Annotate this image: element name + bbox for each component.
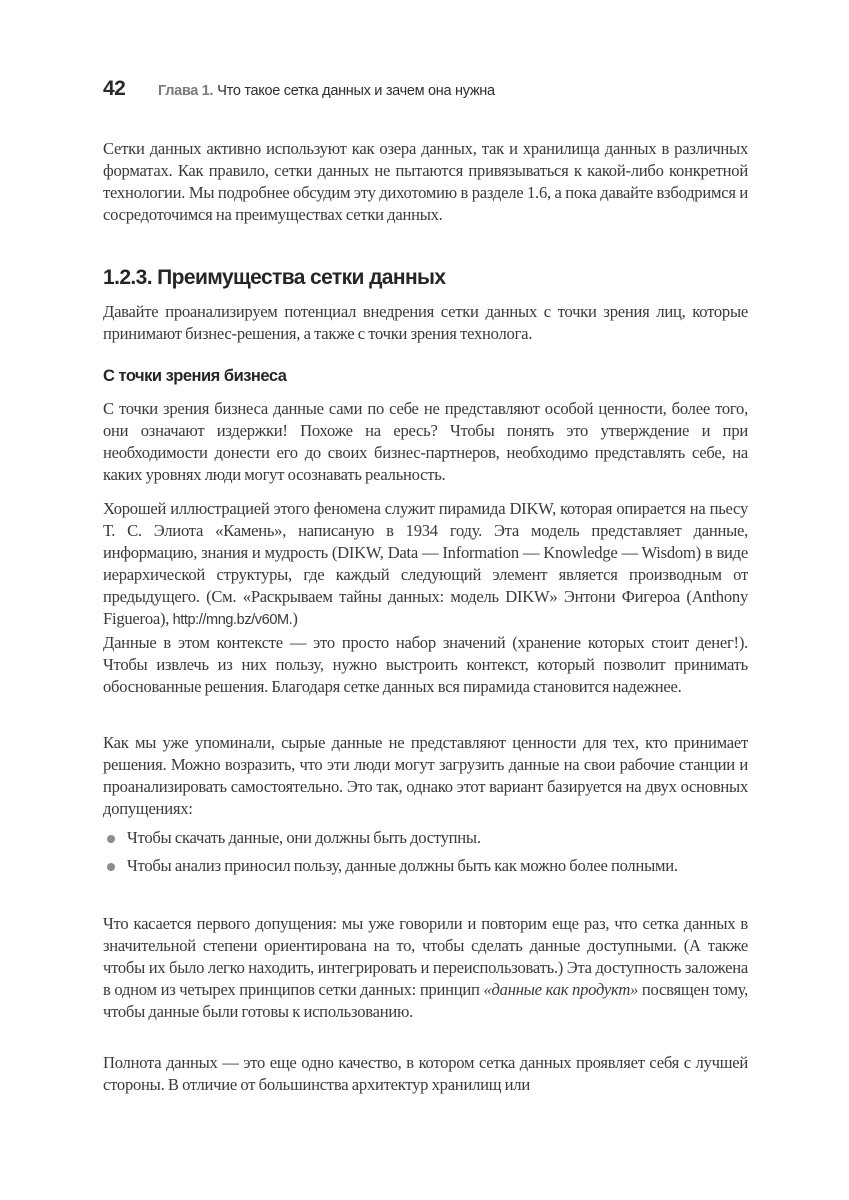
dikw-paragraph-close: ) <box>292 609 298 628</box>
section-lead-paragraph: Давайте проанализируем потенциал внедрения сетки данных с точки зрения лиц, которые принимают бизнес-решения, а также с точки зрения технолога. <box>103 302 748 343</box>
dikw-reference-link[interactable]: http://mng.bz/v60M. <box>172 612 293 628</box>
page-number: 42 <box>103 77 126 100</box>
dikw-paragraph <box>103 498 748 631</box>
list-item-text: Чтобы скачать данные, они должны быть доступны. <box>127 828 481 847</box>
data-as-product-term: «данные как продукт» <box>483 980 639 999</box>
business-paragraph-1: С точки зрения бизнеса данные сами по себе не представляют особой ценности, более того, они означают издержки! Похоже на ересь? Чтобы понять это утверждение и при необходимости донести его до своих бизнес-партнеров, необходимо представлять себе, на каких уровнях люди могут осознавать реальность. <box>103 399 748 484</box>
section-title: 1.2.3. Преимущества сетки данных <box>103 266 446 289</box>
subsection-title: С точки зрения бизнеса <box>103 367 287 385</box>
dikw-paragraph-text: Хорошей иллюстрацией этого феномена служит пирамида DIKW, которая опирается на пьесу Т. С. Элиота «Камень», написаную в 1934 году. Эта модель представляет данные, информацию, знания и мудрость (DIKW, Data — Information — Knowledge — Wisdom) в виде иерархической структуры, где каждый следующий элемент является производным от предыдущего. (См. «Раскрываем тайны данных: модель DIKW» Энтони Фигероа (Anthony Figueroa), <box>103 499 748 628</box>
list-item <box>103 827 748 849</box>
chapter-label: Глава 1. <box>158 83 214 99</box>
accessibility-paragraph <box>103 913 748 1023</box>
accessibility-text-before: Что касается первого допущения: мы уже говорили и повторим еще раз, что сетка данных в значительной степени ориентирована на то, чтобы сделать данные доступными. (А также чтобы их было легко находить, интегрировать и переиспользовать.) Эта доступность заложена в одном из четырех принципов сетки данных: принцип <box>103 914 748 999</box>
bullet-icon <box>107 863 115 871</box>
list-item-text: Чтобы анализ приносил пользу, данные должны быть как можно более полными. <box>127 856 678 875</box>
raw-data-paragraph: Как мы уже упоминали, сырые данные не представляют ценности для тех, кто принимает решения. Можно возразить, что эти люди могут загрузить данные на свои рабочие станции и проанализировать самостоятельно. Это так, однако этот вариант базируется на двух основных допущениях: <box>103 733 748 818</box>
chapter-title: Что такое сетка данных и зачем она нужна <box>217 83 495 99</box>
running-head <box>103 77 495 107</box>
assumptions-list <box>103 827 748 883</box>
accessibility-text-after: посвящен тому, чтобы данные были готовы к использованию. <box>103 980 748 1021</box>
intro-paragraph: Сетки данных активно используют как озера данных, так и хранилища данных в различных форматах. Как правило, сетки данных не пытаются привязываться к какой-либо конкретной технологии. Мы подробнее обсудим эту дихотомию в разделе 1.6, а пока давайте взбодримся и сосредоточимся на преимуществах сетки данных. <box>103 139 748 224</box>
list-item <box>103 855 748 877</box>
bullet-icon <box>107 835 115 843</box>
completeness-paragraph: Полнота данных — это еще одно качество, в котором сетка данных проявляет себя с лучшей стороны. В отличие от большинства архитектур хранилищ или <box>103 1053 748 1094</box>
context-paragraph: Данные в этом контексте — это просто набор значений (хранение которых стоит денег!). Чтобы извлечь из них пользу, нужно выстроить контекст, который позволит принимать обоснованные решения. Благодаря сетке данных вся пирамида становится надежнее. <box>103 633 748 696</box>
